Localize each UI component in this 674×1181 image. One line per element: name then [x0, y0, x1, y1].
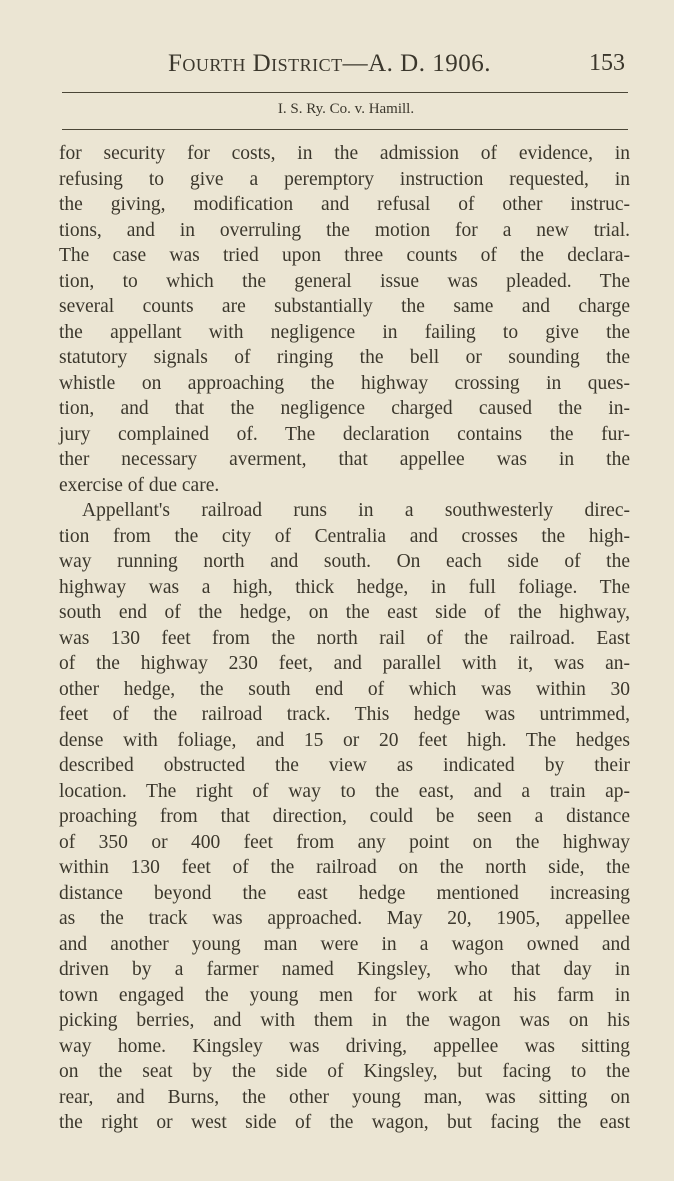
- text-line: way running north and south. On each side of the: [59, 551, 630, 572]
- text-line: the giving, modification and refusal of other instruc-: [59, 194, 630, 215]
- text-line: picking berries, and with them in the wagon was on his: [59, 1010, 630, 1031]
- text-line: as the track was approached. May 20, 1905, appellee: [59, 908, 630, 929]
- running-title: Fourth District—A. D. 1906.: [168, 50, 491, 77]
- text-line: for security for costs, in the admission of evidence, in: [59, 143, 630, 164]
- text-line: refusing to give a peremptory instruction requested, in: [59, 168, 630, 190]
- text-line: of 350 or 400 feet from any point on the highway: [59, 831, 630, 853]
- text-line: the right or west side of the wagon, but facing the east: [59, 1112, 630, 1133]
- text-line: distance beyond the east hedge mentioned increasing: [59, 882, 630, 904]
- text-line: location. The right of way to the east, and a train ap-: [59, 780, 630, 802]
- text-line: rear, and Burns, the other young man, was sitting on: [59, 1086, 630, 1108]
- subheader-rule: [62, 129, 628, 130]
- text-line: tions, and in overruling the motion for a new trial.: [59, 219, 630, 241]
- text-line: feet of the railroad track. This hedge was untrimmed,: [59, 704, 630, 725]
- text-line: dense with foliage, and 15 or 20 feet high. The hedges: [59, 729, 630, 751]
- text-line: statutory signals of ringing the bell or sounding the: [59, 347, 630, 368]
- text-line: was 130 feet from the north rail of the railroad. East: [59, 627, 630, 649]
- text-line: exercise of due care.: [59, 474, 220, 496]
- text-line: whistle on approaching the highway crossing in ques-: [59, 372, 630, 394]
- text-line: tion from the city of Centralia and crosses the high-: [59, 525, 630, 547]
- page-number: 153: [589, 50, 625, 76]
- text-line: driven by a farmer named Kingsley, who that day in: [59, 959, 630, 980]
- text-line: The case was tried upon three counts of the declara-: [59, 245, 630, 266]
- text-line: described obstructed the view as indicated by their: [59, 755, 630, 776]
- text-line: jury complained of. The declaration contains the fur-: [59, 423, 630, 445]
- text-line: of the highway 230 feet, and parallel with it, was an-: [59, 653, 630, 674]
- text-line: within 130 feet of the railroad on the north side, the: [59, 857, 630, 878]
- text-line: Appellant's railroad runs in a southwesterly direc-: [82, 500, 630, 521]
- text-line: tion, to which the general issue was pleaded. The: [59, 270, 630, 292]
- text-line: other hedge, the south end of which was within 30: [59, 678, 630, 700]
- text-line: tion, and that the negligence charged caused the in-: [59, 398, 630, 419]
- case-title: I. S. Ry. Co. v. Hamill.: [277, 101, 415, 117]
- text-line: on the seat by the side of Kingsley, but facing to the: [59, 1061, 630, 1082]
- text-line: proaching from that direction, could be seen a distance: [59, 806, 630, 827]
- text-line: way home. Kingsley was driving, appellee was sitting: [59, 1035, 630, 1057]
- text-line: and another young man were in a wagon owned and: [59, 933, 630, 955]
- body-text: [59, 141, 630, 1136]
- text-line: town engaged the young men for work at his farm in: [59, 984, 630, 1006]
- text-line: the appellant with negligence in failing to give the: [59, 321, 630, 343]
- text-line: ther necessary averment, that appellee was in the: [59, 449, 630, 470]
- text-line: south end of the hedge, on the east side of the highway,: [59, 602, 630, 623]
- header-rule: [62, 92, 628, 93]
- text-line: several counts are substantially the same and charge: [59, 296, 630, 317]
- text-line: highway was a high, thick hedge, in full foliage. The: [59, 576, 630, 598]
